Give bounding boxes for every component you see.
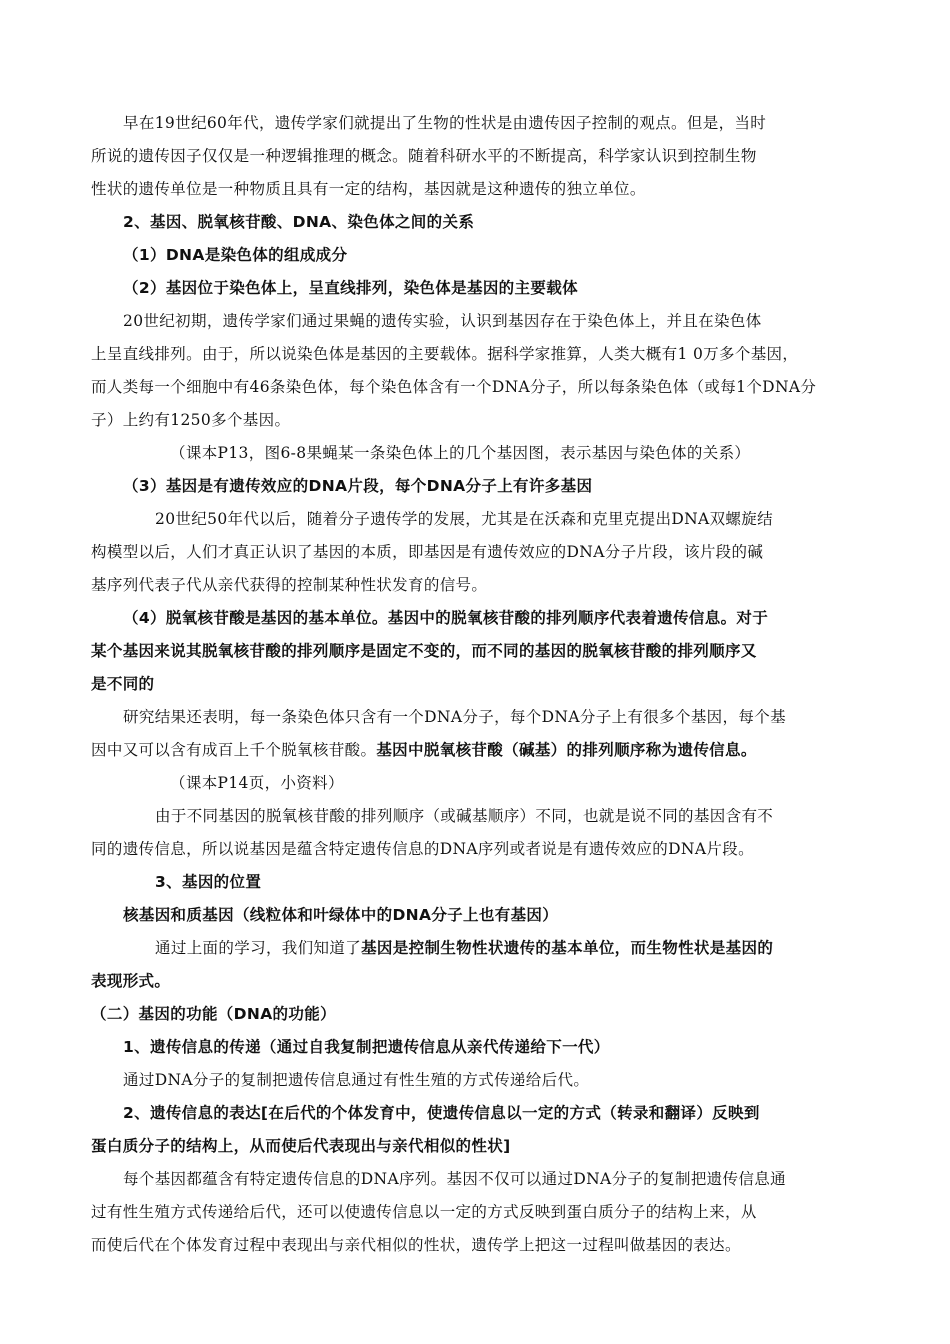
subsection-heading: （1）DNA是染色体的组成成分 [123, 246, 348, 264]
section-heading: 蛋白质分子的结构上，从而使后代表现出与亲代相似的性状] [91, 1137, 511, 1155]
bold-text: 基因是控制生物性状遗传的基本单位，而生物性状是基因的 [361, 939, 774, 957]
subsection-heading: 核基因和质基因（线粒体和叶绿体中的DNA分子上也有基因） [123, 906, 559, 924]
paragraph-line: 早在19世纪60年代，遗传学家们就提出了生物的性状是由遗传因子控制的观点。但是，当时 [123, 114, 767, 132]
paragraph-line: 20世纪50年代以后，随着分子遗传学的发展，尤其是在沃森和克里克提出DNA双螺旋结 [155, 510, 773, 528]
paragraph-line: 由于不同基因的脱氧核苷酸的排列顺序（或碱基顺序）不同，也就是说不同的基因含有不 [155, 807, 774, 825]
paragraph-line: 所说的遗传因子仅仅是一种逻辑推理的概念。随着科研水平的不断提高，科学家认识到控制生物 [91, 147, 757, 165]
textbook-reference: （课本P14页，小资料） [170, 774, 344, 792]
paragraph-line: 子）上约有1250多个基因。 [91, 411, 291, 429]
bold-text: 表现形式。 [91, 972, 171, 990]
paragraph-line: 研究结果还表明，每一条染色体只含有一个DNA分子，每个DNA分子上有很多个基因，每个基 [123, 708, 786, 726]
paragraph-line: 而人类每一个细胞中有46条染色体，每个染色体含有一个DNA分子，所以每条染色体（或每1个DNA分 [91, 378, 817, 396]
subsection-heading: 是不同的 [91, 675, 155, 693]
paragraph-line: 上呈直线排列。由于，所以说染色体是基因的主要载体。据科学家推算，人类大概有1 0万多个基因， [91, 345, 799, 363]
plain-text: 因中又可以含有成百上千个脱氧核苷酸。 [91, 741, 377, 759]
paragraph-line: 基序列代表子代从亲代获得的控制某种性状发育的信号。 [91, 576, 488, 594]
bold-text: 基因中脱氧核苷酸（碱基）的排列顺序称为遗传信息。 [376, 741, 757, 759]
section-heading: 2、基因、脱氧核苷酸、DNA、染色体之间的关系 [123, 213, 475, 231]
paragraph-line: 性状的遗传单位是一种物质且具有一定的结构，基因就是这种遗传的独立单位。 [91, 180, 646, 198]
section-heading: （二）基因的功能（DNA的功能） [91, 1005, 336, 1023]
subsection-heading: （4）脱氧核苷酸是基因的基本单位。基因中的脱氧核苷酸的排列顺序代表着遗传信息。对于 [123, 609, 769, 627]
paragraph-line [91, 739, 757, 761]
plain-text: 通过上面的学习，我们知道了 [155, 939, 362, 957]
paragraph-line: 通过DNA分子的复制把遗传信息通过有性生殖的方式传递给后代。 [123, 1071, 590, 1089]
section-heading: 1、遗传信息的传递（通过自我复制把遗传信息从亲代传递给下一代） [123, 1038, 610, 1056]
paragraph-line: 每个基因都蕴含有特定遗传信息的DNA序列。基因不仅可以通过DNA分子的复制把遗传信息通 [123, 1170, 786, 1188]
paragraph-line: 20世纪初期，遗传学家们通过果蝇的遗传实验，认识到基因存在于染色体上，并且在染色体 [123, 312, 762, 330]
paragraph-line: 构模型以后，人们才真正认识了基因的本质，即基因是有遗传效应的DNA分子片段，该片段的碱 [91, 543, 764, 561]
paragraph-line: 而使后代在个体发育过程中表现出与亲代相似的性状，遗传学上把这一过程叫做基因的表达。 [91, 1236, 741, 1254]
section-heading: 3、基因的位置 [155, 873, 262, 891]
textbook-reference: （课本P13，图6-8果蝇某一条染色体上的几个基因图，表示基因与染色体的关系） [170, 444, 751, 462]
paragraph-line: 过有性生殖方式传递给后代，还可以使遗传信息以一定的方式反映到蛋白质分子的结构上来，从 [91, 1203, 757, 1221]
paragraph-line [155, 937, 773, 959]
subsection-heading: 某个基因来说其脱氧核苷酸的排列顺序是固定不变的，而不同的基因的脱氧核苷酸的排列顺序又 [91, 642, 757, 660]
paragraph-line: 同的遗传信息，所以说基因是蕴含特定遗传信息的DNA序列或者说是有遗传效应的DNA片段。 [91, 840, 754, 858]
section-heading: 2、遗传信息的表达[在后代的个体发育中，使遗传信息以一定的方式（转录和翻译）反映到 [123, 1104, 760, 1122]
subsection-heading: （3）基因是有遗传效应的DNA片段，每个DNA分子上有许多基因 [123, 477, 593, 495]
subsection-heading: （2）基因位于染色体上，呈直线排列，染色体是基因的主要载体 [123, 279, 578, 297]
